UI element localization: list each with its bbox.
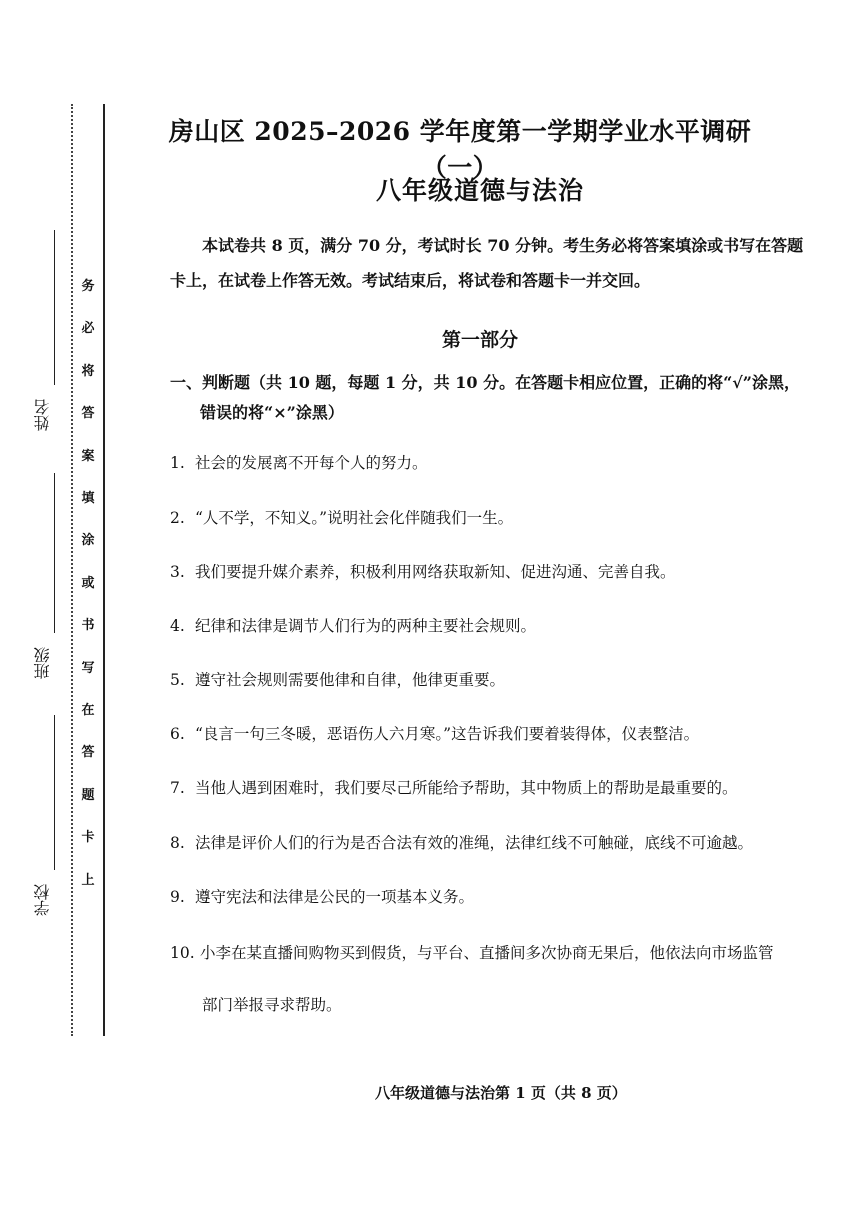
name-label: 姓名 xyxy=(33,399,52,431)
school-blank-line[interactable] xyxy=(54,715,55,870)
notice-char: 写 xyxy=(81,660,95,676)
notice-char: 涂 xyxy=(81,533,95,549)
class-field xyxy=(35,643,57,703)
notice-char: 将 xyxy=(81,363,95,379)
exam-subtitle: 八年级道德与法治 xyxy=(375,176,584,205)
school-label: 学校 xyxy=(33,884,52,916)
section-title: 第一部分 xyxy=(441,329,518,351)
question-10-continued: 部门举报寻求帮助。 xyxy=(202,996,342,1014)
cut-line-dotted xyxy=(71,104,73,1036)
question-2: 2. “人不学，不知义。”说明社会化伴随我们一生。 xyxy=(170,509,514,527)
question-instruction xyxy=(170,368,810,428)
name-blank-line[interactable] xyxy=(54,230,55,385)
binding-line xyxy=(103,104,105,1036)
notice-char: 上 xyxy=(81,872,95,888)
question-5: 5. 遵守社会规则需要他律和自律，他律更重要。 xyxy=(170,671,506,689)
question-1: 1. 社会的发展离不开每个人的努力。 xyxy=(170,454,428,472)
notice-char: 答 xyxy=(81,745,95,761)
notice-char: 填 xyxy=(81,491,95,506)
notice-char: 必 xyxy=(81,321,95,337)
notice-char: 题 xyxy=(81,787,95,803)
exam-intro: 本试卷共 8 页，满分 70 分，考试时长 70 分钟。考生务必将答案填涂或书写在答题卡上，在试卷上作答无效。考试结束后，将试卷和答题卡一并交回。 xyxy=(170,236,804,290)
question-3: 3. 我们要提升媒介素养，积极利用网络获取新知、促进沟通、完善自我。 xyxy=(170,563,676,581)
question-9: 9. 遵守宪法和法律是公民的一项基本义务。 xyxy=(170,888,475,906)
name-field xyxy=(35,395,57,485)
notice-char: 在 xyxy=(81,703,95,718)
question-7: 7. 当他人遇到困难时，我们要尽己所能给予帮助，其中物质上的帮助是最重要的。 xyxy=(170,779,738,797)
instruction-line-1: 一、判断题（共 10 题，每题 1 分，共 10 分。在答题卡相应位置，正确的将“√”涂黑， xyxy=(170,373,801,392)
question-6: 6. “良言一句三冬暖，恶语伤人六月寒。”这告诉我们要着装得体，仪表整洁。 xyxy=(170,725,700,743)
class-label: 班级 xyxy=(33,647,52,679)
notice-char: 卡 xyxy=(81,830,95,846)
notice-char: 或 xyxy=(81,575,95,591)
exam-title: 房山区 2025–2026 学年度第一学期学业水平调研（一） xyxy=(168,117,752,182)
school-field xyxy=(35,880,57,940)
question-8: 8. 法律是评价人们的行为是否合法有效的准绳，法律红线不可触碰，底线不可逾越。 xyxy=(170,834,754,852)
question-4: 4. 纪律和法律是调节人们行为的两种主要社会规则。 xyxy=(170,617,537,635)
notice-char: 书 xyxy=(81,618,95,634)
notice-char: 答 xyxy=(81,406,95,422)
class-blank-line[interactable] xyxy=(54,473,55,633)
page-footer: 八年级道德与法治第 1 页（共 8 页） xyxy=(375,1084,627,1102)
instruction-line-2: 错误的将“×”涂黑） xyxy=(200,403,344,422)
question-10: 10. 小李在某直播间购物买到假货，与平台、直播间多次协商无果后，他依法向市场监管 部门举报寻求帮助。 xyxy=(170,942,810,1016)
notice-char: 案 xyxy=(81,448,95,464)
notice-char: 务 xyxy=(81,279,95,294)
